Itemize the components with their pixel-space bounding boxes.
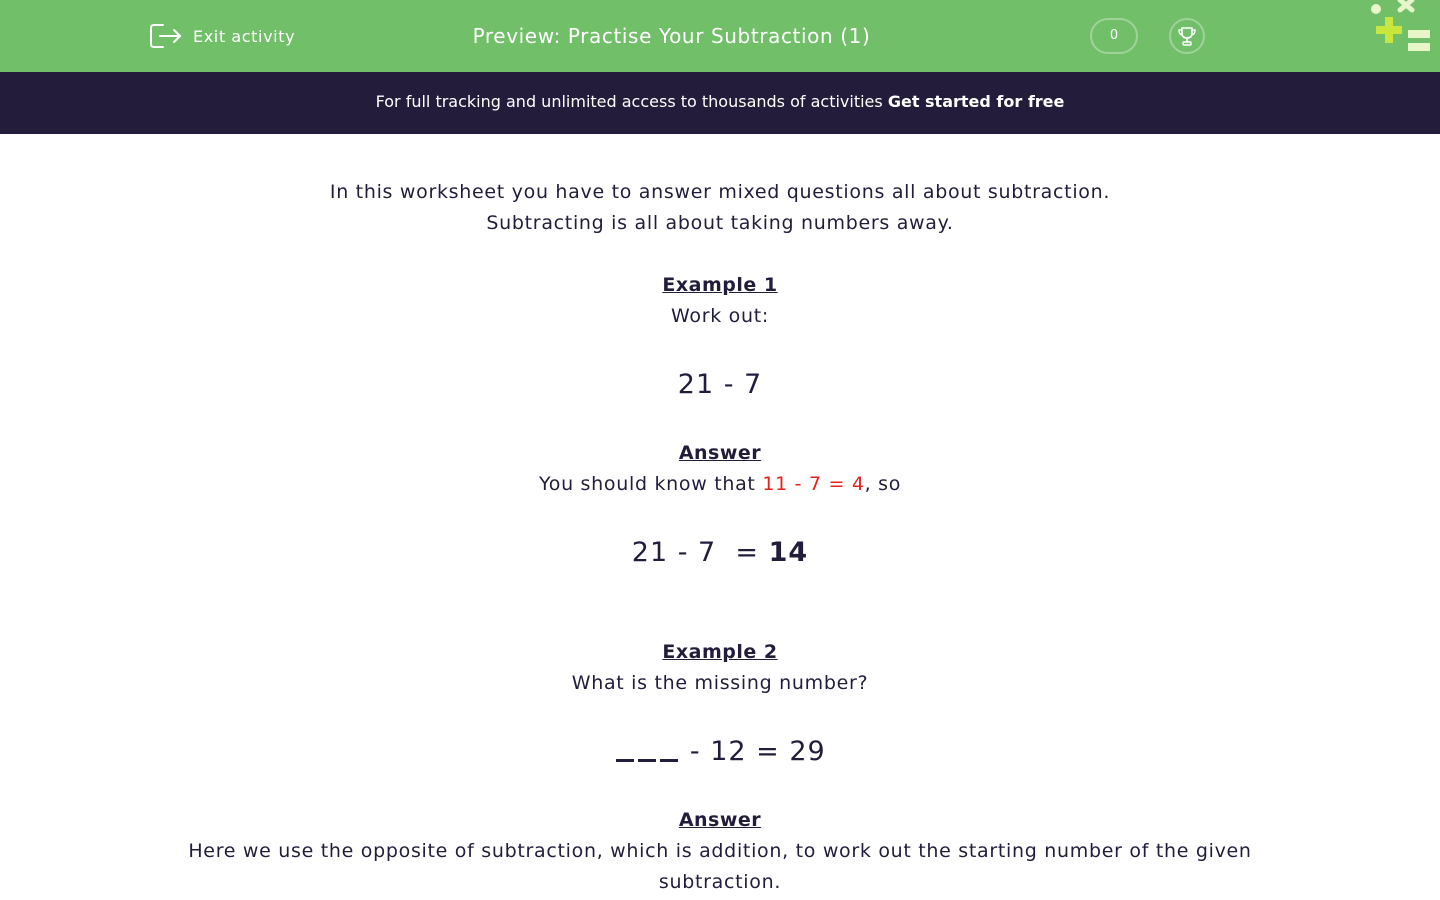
example-1-heading: Example 1 [662,274,778,296]
top-bar [0,0,1440,72]
get-started-link[interactable]: Get started for free [887,92,1065,111]
example-1-result [0,535,1440,571]
answer-fact: 11 - 7 = 4 [762,473,865,495]
answer-post: , so [864,473,902,495]
page-title: Preview: Practise Your Subtraction (1) [472,24,871,48]
score-badge: 0 [1090,18,1138,54]
example-2-question [0,734,1440,770]
result-value: 14 [768,537,809,568]
missing-digit-blank [660,759,678,762]
example-2-heading: Example 2 [662,641,778,663]
worksheet-intro [0,134,1440,900]
exit-activity-label: Exit activity [193,26,296,46]
example-1-question: 21 - 7 [677,369,763,400]
example-1-prompt: Work out: [671,305,769,327]
missing-digit-blank [638,759,656,762]
example-2-answer-text: Here we use the opposite of subtraction, which is addition, to work out the starting number of the given subtraction. [188,840,1252,893]
example-2-prompt: What is the missing number? [571,672,869,694]
intro-line-1: In this worksheet you have to answer mixed questions all about subtraction. [329,181,1111,203]
example-1-answer-text [0,469,1440,500]
signup-banner [0,72,1440,134]
answer-pre: You should know that [538,473,763,495]
intro-line-2: Subtracting is all about taking numbers away. [486,212,954,234]
brand-logo-icon [1362,0,1440,72]
missing-digit-blank [616,759,634,762]
banner-text: For full tracking and unlimited access to thousands of activities [375,92,888,111]
example-1-answer-heading: Answer [678,442,762,464]
trophy-button[interactable] [1169,18,1205,54]
result-lhs: 21 - 7 = [631,537,769,568]
question-rhs: - 12 = 29 [680,736,826,767]
trophy-icon [1176,25,1198,47]
example-2-answer-heading: Answer [678,809,762,831]
